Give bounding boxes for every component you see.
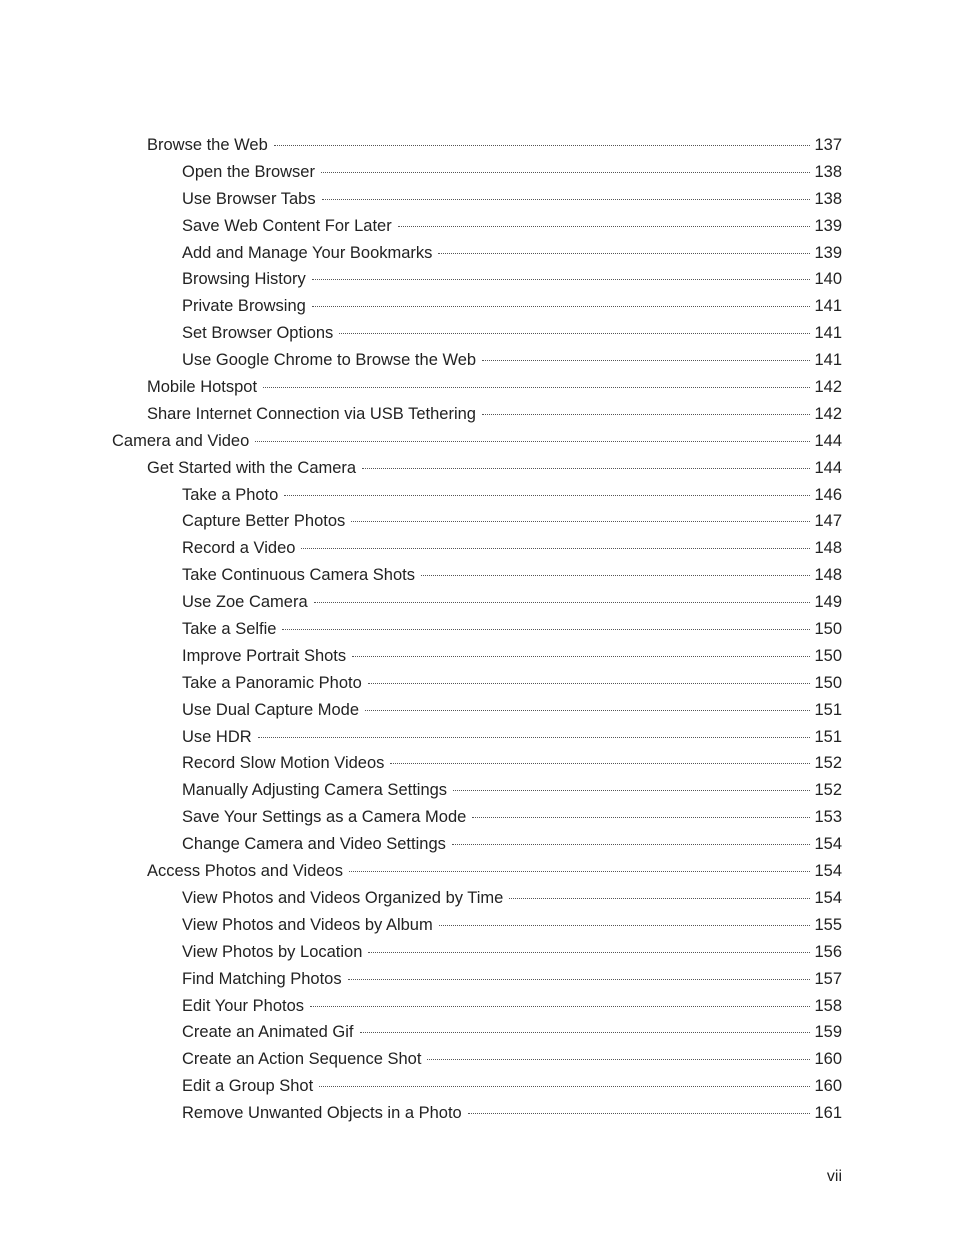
dot-leader [427, 1059, 810, 1060]
dot-leader [339, 333, 810, 334]
toc-entry[interactable] [0, 374, 954, 401]
toc-entry-title: Use Google Chrome to Browse the Web [182, 351, 477, 370]
toc-entry-title: Take a Panoramic Photo [182, 673, 362, 692]
toc-entry-title: Share Internet Connection via USB Tethering [147, 404, 476, 423]
toc-entry-page: 160 [814, 1050, 842, 1069]
dot-leader [282, 629, 810, 630]
toc-entry-page: 146 [814, 485, 842, 504]
toc-entry-title: View Photos and Videos Organized by Time [182, 888, 504, 907]
dot-leader [310, 1006, 810, 1007]
toc-entry[interactable] [0, 428, 954, 455]
dot-leader [321, 172, 810, 173]
dot-leader [509, 898, 810, 899]
toc-entry-page: 160 [814, 1077, 842, 1096]
dot-leader [349, 871, 810, 872]
toc-entry-page: 159 [814, 1023, 842, 1042]
dot-leader [398, 226, 811, 227]
toc-entry[interactable] [0, 213, 954, 240]
toc-entry[interactable] [0, 616, 954, 643]
toc-entry-title: Camera and Video [112, 431, 250, 450]
toc-entry-page: 138 [814, 162, 842, 181]
toc-entry[interactable] [0, 508, 954, 535]
toc-entry-page: 141 [814, 324, 842, 343]
toc-entry-title: Improve Portrait Shots [182, 646, 347, 665]
toc-entry-page: 147 [814, 512, 842, 531]
dot-leader [468, 1113, 811, 1114]
toc-entry[interactable] [0, 562, 954, 589]
dot-leader [390, 763, 810, 764]
toc-entry-title: Save Web Content For Later [182, 216, 392, 235]
toc-entry-page: 140 [814, 270, 842, 289]
toc-entry[interactable] [0, 724, 954, 751]
toc-entry-page: 158 [814, 996, 842, 1015]
toc-entry-page: 154 [814, 835, 842, 854]
dot-leader [263, 387, 810, 388]
toc-entry-title: Create an Action Sequence Shot [182, 1050, 422, 1069]
toc-entry-title: Record a Video [182, 539, 296, 558]
toc-entry-page: 155 [814, 915, 842, 934]
dot-leader [421, 575, 811, 576]
toc-entry-title: View Photos and Videos by Album [182, 915, 433, 934]
dot-leader [322, 199, 811, 200]
dot-leader [274, 145, 811, 146]
toc-entry-title: Use Browser Tabs [182, 189, 316, 208]
toc-entry-page: 139 [814, 243, 842, 262]
toc-entry-page: 141 [814, 351, 842, 370]
toc-entry-title: Use Dual Capture Mode [182, 700, 360, 719]
dot-leader [351, 521, 810, 522]
dot-leader [438, 253, 810, 254]
toc-entry[interactable] [0, 804, 954, 831]
toc-entry-title: Remove Unwanted Objects in a Photo [182, 1104, 462, 1123]
dot-leader [352, 656, 810, 657]
dot-leader [452, 844, 811, 845]
toc-entry-page: 142 [814, 404, 842, 423]
toc-entry-page: 138 [814, 189, 842, 208]
toc-entry[interactable] [0, 777, 954, 804]
toc-entry-page: 139 [814, 216, 842, 235]
toc-entry-title: Find Matching Photos [182, 969, 342, 988]
toc-entry-title: Take a Photo [182, 485, 279, 504]
toc-entry[interactable] [0, 750, 954, 777]
page-number: vii [826, 1168, 842, 1185]
toc-entry[interactable] [0, 1046, 954, 1073]
dot-leader [439, 925, 811, 926]
toc-entry-page: 149 [814, 593, 842, 612]
toc-entry[interactable] [0, 643, 954, 670]
toc-entry-title: Edit Your Photos [182, 996, 305, 1015]
toc-entry[interactable] [0, 670, 954, 697]
toc-entry-title: Take Continuous Camera Shots [182, 566, 415, 585]
dot-leader [348, 979, 811, 980]
toc-entry-page: 142 [814, 378, 842, 397]
dot-leader [301, 548, 810, 549]
toc-entry[interactable] [0, 293, 954, 320]
toc-entry[interactable] [0, 535, 954, 562]
toc-entry-page: 141 [814, 297, 842, 316]
toc-entry-title: Browsing History [182, 270, 306, 289]
toc-entry[interactable] [0, 858, 954, 885]
toc-entry-title: Set Browser Options [182, 324, 334, 343]
dot-leader [312, 306, 811, 307]
dot-leader [472, 817, 810, 818]
toc-entry-page: 161 [814, 1104, 842, 1123]
toc-entry-title: Take a Selfie [182, 620, 277, 639]
toc-entry[interactable] [0, 912, 954, 939]
toc-entry-title: Use Zoe Camera [182, 593, 308, 612]
toc-entry-title: Access Photos and Videos [147, 862, 343, 881]
toc-entry[interactable] [0, 132, 954, 159]
dot-leader [453, 790, 810, 791]
toc-entry-page: 144 [814, 458, 842, 477]
toc-entry-page: 150 [814, 620, 842, 639]
toc-entry[interactable] [0, 939, 954, 966]
toc-entry[interactable] [0, 266, 954, 293]
dot-leader [284, 495, 810, 496]
dot-leader [319, 1086, 810, 1087]
toc-entry-page: 148 [814, 539, 842, 558]
dot-leader [362, 468, 810, 469]
toc-entry[interactable] [0, 885, 954, 912]
toc-entry-page: 144 [814, 431, 842, 450]
toc-entry-page: 156 [814, 942, 842, 961]
toc-entry[interactable] [0, 159, 954, 186]
toc-entry-page: 148 [814, 566, 842, 585]
toc-entry-page: 150 [814, 673, 842, 692]
toc-entry-page: 153 [814, 808, 842, 827]
toc-entry-title: Manually Adjusting Camera Settings [182, 781, 448, 800]
toc-entry-title: Change Camera and Video Settings [182, 835, 446, 854]
toc-entry-title: Add and Manage Your Bookmarks [182, 243, 433, 262]
toc-entry-page: 151 [814, 700, 842, 719]
toc-entry[interactable] [0, 831, 954, 858]
toc-entry-page: 151 [814, 727, 842, 746]
toc-entry[interactable] [0, 455, 954, 482]
toc-entry-page: 154 [814, 862, 842, 881]
toc-entry-page: 150 [814, 646, 842, 665]
dot-leader [312, 279, 811, 280]
dot-leader [368, 952, 810, 953]
toc-entry-title: Browse the Web [147, 136, 268, 154]
toc-entry[interactable] [0, 1019, 954, 1046]
toc-entry-title: Record Slow Motion Videos [182, 754, 385, 773]
toc-entry-title: Save Your Settings as a Camera Mode [182, 808, 467, 827]
dot-leader [258, 737, 811, 738]
toc-entry-page: 157 [814, 969, 842, 988]
toc-entry-title: Get Started with the Camera [147, 458, 357, 477]
dot-leader [360, 1032, 811, 1033]
dot-leader [255, 441, 810, 442]
toc-entry-title: Create an Animated Gif [182, 1023, 354, 1042]
toc-entry-page: 154 [814, 888, 842, 907]
dot-leader [482, 360, 810, 361]
toc-entry[interactable] [0, 1073, 954, 1100]
toc-entry[interactable] [0, 697, 954, 724]
toc-entry[interactable] [0, 482, 954, 509]
toc-entry[interactable] [0, 320, 954, 347]
dot-leader [368, 683, 811, 684]
toc-entry[interactable] [0, 347, 954, 374]
dot-leader [314, 602, 811, 603]
toc-entry-title: Mobile Hotspot [147, 378, 258, 397]
toc-entry[interactable] [0, 993, 954, 1020]
toc-entry[interactable] [0, 966, 954, 993]
toc-entry-page: 137 [814, 136, 842, 154]
toc-entry-title: Capture Better Photos [182, 512, 346, 531]
toc-entry[interactable] [0, 186, 954, 213]
toc-entry[interactable] [0, 589, 954, 616]
toc-entry-page: 152 [814, 754, 842, 773]
toc-entry-title: Private Browsing [182, 297, 306, 316]
dot-leader [482, 414, 810, 415]
table-of-contents [0, 132, 954, 1127]
toc-entry-page: 152 [814, 781, 842, 800]
dot-leader [365, 710, 810, 711]
toc-entry-title: Edit a Group Shot [182, 1077, 314, 1096]
toc-entry-title: Open the Browser [182, 162, 315, 181]
toc-entry[interactable] [0, 401, 954, 428]
toc-entry-title: Use HDR [182, 727, 252, 746]
toc-entry-title: View Photos by Location [182, 942, 363, 961]
toc-entry[interactable] [0, 240, 954, 267]
toc-entry[interactable] [0, 1100, 954, 1127]
